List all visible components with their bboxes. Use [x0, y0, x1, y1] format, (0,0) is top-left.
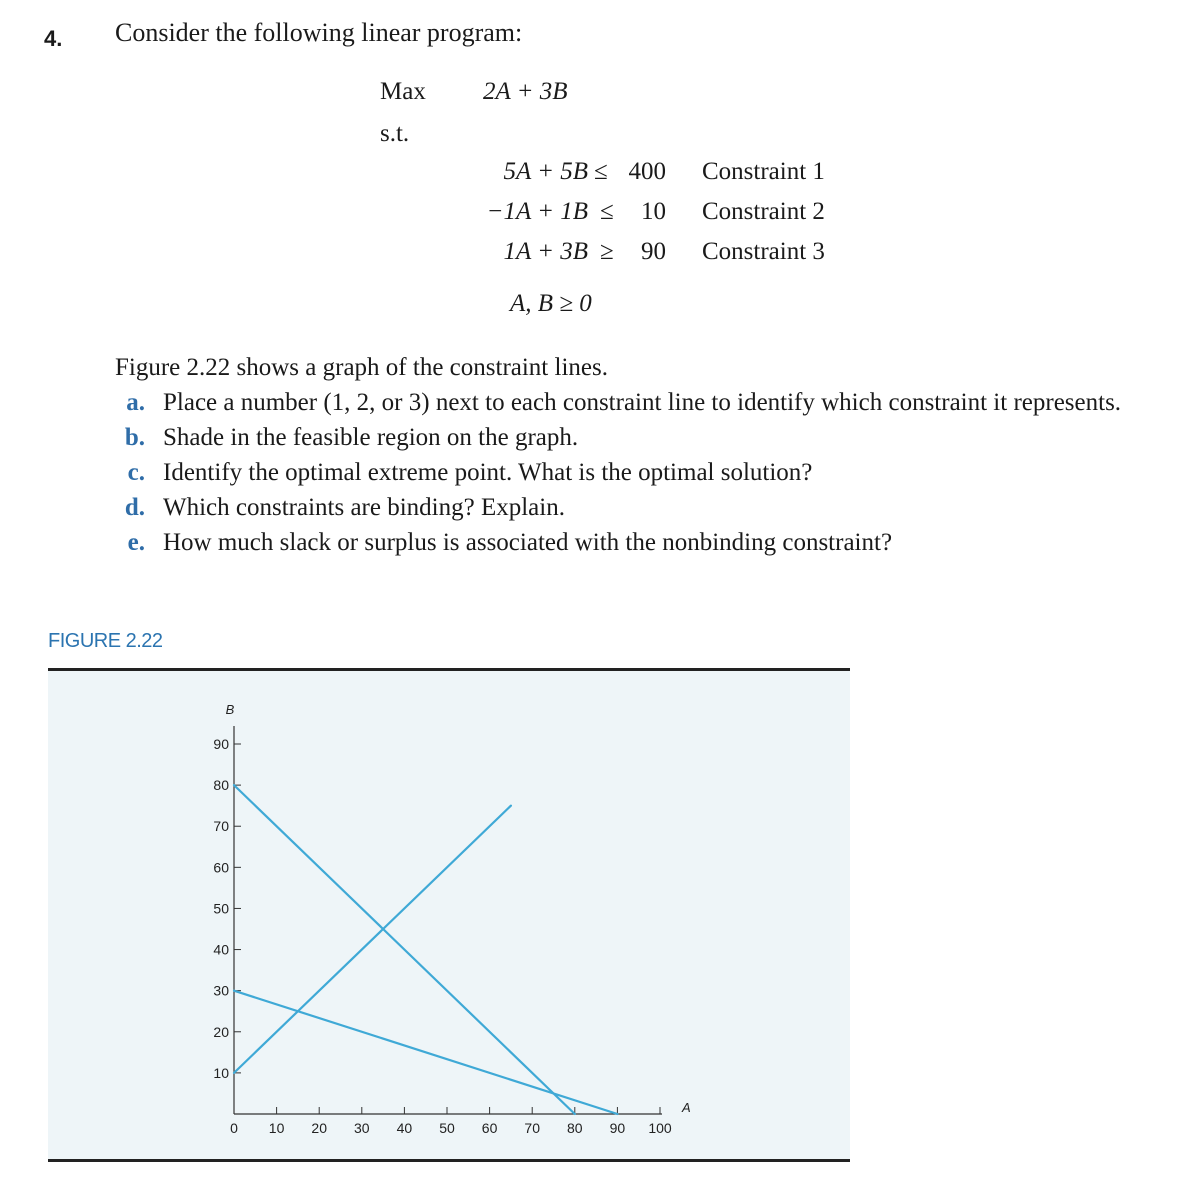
y-tick-label: 20 [213, 1023, 229, 1040]
x-tick-label: 0 [230, 1120, 238, 1136]
part-d-text: Which constraints are binding? Explain. [163, 494, 565, 521]
objective-function: 2A + 3B [483, 78, 568, 105]
constraint-3-lhs: 1A + 3B [503, 238, 588, 265]
x-tick-label: 70 [524, 1120, 540, 1136]
y-tick-label: 10 [213, 1064, 229, 1081]
part-d-letter: d. [124, 494, 145, 521]
part-e-letter: e. [127, 529, 145, 556]
question-parts-list [105, 385, 1165, 560]
constraint-3-op: ≥ [600, 238, 614, 265]
objective-label: Max [380, 78, 426, 105]
question-intro: Consider the following linear program: [115, 18, 523, 47]
y-tick-label: 40 [213, 941, 229, 958]
constraint-3-label: Constraint 3 [702, 238, 825, 265]
part-e-text: How much slack or surplus is associated with the nonbinding constraint? [163, 529, 893, 556]
part-c-text: Identify the optimal extreme point. What is the optimal solution? [163, 459, 813, 486]
constraint-2-op: ≤ [600, 198, 614, 225]
part-c-letter: c. [127, 459, 145, 486]
constraint-1-label: Constraint 1 [702, 158, 825, 185]
x-tick-label: 40 [396, 1120, 413, 1136]
constraint-line-1 [234, 785, 575, 1114]
x-tick-label: 20 [311, 1120, 327, 1136]
constraint-2-lhs: −1A + 1B [486, 198, 588, 225]
y-tick-label: 50 [213, 900, 229, 917]
constraint-1-rhs: 400 [628, 158, 666, 185]
figure-panel [48, 668, 850, 1162]
y-tick-label: 90 [213, 736, 229, 752]
x-tick-label: 100 [648, 1120, 672, 1136]
part-a-letter: a. [126, 389, 145, 416]
figure-label: FIGURE 2.22 [48, 630, 163, 652]
constraint-line-3 [234, 991, 617, 1114]
x-tick-label: 80 [567, 1120, 583, 1136]
subject-to-label: s.t. [380, 120, 410, 147]
x-tick-label: 90 [609, 1120, 626, 1136]
constraint-2-rhs: 10 [641, 198, 666, 225]
constraint-2-label: Constraint 2 [702, 198, 825, 225]
part-b-text: Shade in the feasible region on the graph. [163, 424, 579, 451]
x-tick-label: 60 [481, 1120, 498, 1136]
x-tick-label: 10 [268, 1120, 285, 1136]
y-tick-label: 70 [213, 818, 229, 835]
y-axis-label: B [225, 702, 235, 717]
y-tick-label: 30 [213, 982, 229, 999]
part-b-letter: b. [124, 424, 145, 451]
part-c [105, 455, 1165, 490]
x-axis-label: A [682, 1100, 691, 1115]
x-tick-label: 50 [439, 1120, 455, 1136]
x-tick-label: 30 [354, 1120, 370, 1136]
problem-statement: Figure 2.22 shows a graph of the constraint lines. [115, 354, 608, 381]
nonnegativity-constraint: A, B ≥ 0 [510, 290, 592, 317]
part-a [105, 385, 1165, 420]
part-d [105, 490, 1165, 525]
y-tick-label: 60 [213, 859, 229, 876]
constraint-chart [48, 671, 850, 1159]
constraint-1-lhs: 5A + 5B [503, 158, 588, 185]
constraint-3-rhs: 90 [641, 238, 666, 265]
part-a-text: Place a number (1, 2, or 3) next to each constraint line to identify which constraint it represents. [163, 389, 1122, 416]
constraint-1-op: ≤ [594, 158, 608, 185]
part-b [105, 420, 1165, 455]
question-number: 4. [44, 26, 63, 51]
constraint-line-2 [234, 806, 511, 1073]
part-e [105, 525, 1165, 560]
y-tick-label: 80 [213, 777, 229, 794]
